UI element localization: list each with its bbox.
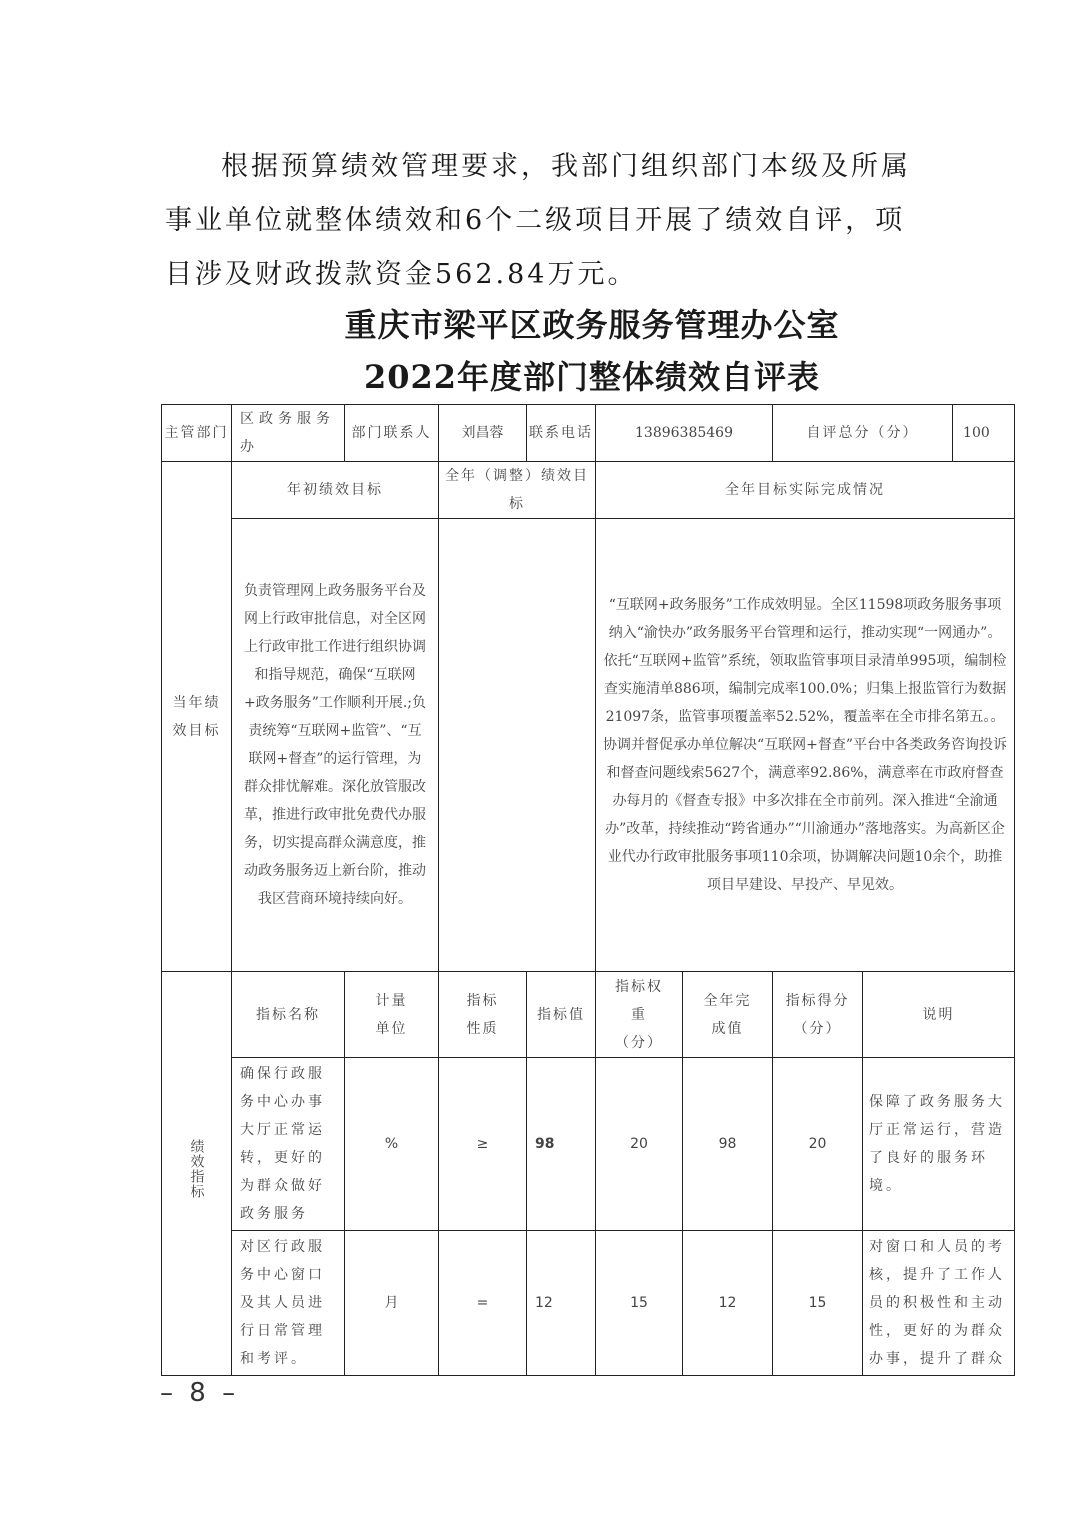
page-number: – 8 – <box>160 1378 240 1408</box>
indicator-actual: 98 <box>683 1058 773 1231</box>
indicator-unit: 月 <box>345 1231 439 1376</box>
col-note: 说明 <box>863 972 1015 1058</box>
header-row <box>162 405 1015 462</box>
indicator-name: 确保行政服务中心办事大厅正常运转，更好的为群众做好政务服务 <box>232 1058 345 1231</box>
dept-value: 区政务服务办 <box>232 405 345 462</box>
indicator-unit: % <box>345 1058 439 1231</box>
col-weight-text: 指标权重（分） <box>615 978 663 1051</box>
indicator-row <box>162 1058 1015 1231</box>
indicator-name: 对区行政服务中心窗口及其人员进行日常管理和考评。 <box>232 1231 345 1376</box>
indicator-weight: 20 <box>596 1058 683 1231</box>
col-initial-goal: 年初绩效目标 <box>232 462 439 519</box>
indicator-actual: 12 <box>683 1231 773 1376</box>
intro-text: 根据预算绩效管理要求，我部门组织部门本级及所属事业单位就整体绩效和6个二级项目开展了绩效自评，项目涉及财政拨款资金562.84万元。 <box>165 151 911 290</box>
contact-label: 部门联系人 <box>345 405 439 462</box>
col-indicator-name: 指标名称 <box>232 972 345 1058</box>
col-unit <box>345 972 439 1058</box>
col-actual-completion: 全年目标实际完成情况 <box>596 462 1015 519</box>
indicator-header-row <box>162 972 1015 1058</box>
goals-section-text: 当年绩效目标 <box>172 694 221 739</box>
phone-label: 联系电话 <box>527 405 596 462</box>
phone-value: 13896385469 <box>596 405 773 462</box>
col-actual <box>683 972 773 1058</box>
contact-value: 刘昌蓉 <box>439 405 527 462</box>
col-unit-text: 计量单位 <box>375 992 408 1037</box>
col-score-text: 指标得分（分） <box>785 992 850 1037</box>
score-label: 自评总分（分） <box>773 405 953 462</box>
col-nature-text: 指标性质 <box>466 992 499 1037</box>
goals-header-row <box>162 462 1015 519</box>
col-target: 指标值 <box>527 972 596 1058</box>
col-adjusted-goal: 全年（调整）绩效目标 <box>439 462 596 519</box>
goals-content-row <box>162 519 1015 972</box>
col-score <box>773 972 863 1058</box>
adjusted-goal-text <box>439 519 596 972</box>
indicator-weight: 15 <box>596 1231 683 1376</box>
indicators-section-text: 绩效指标 <box>188 1138 205 1199</box>
self-evaluation-table <box>161 404 1015 1376</box>
initial-goal-text: 负责管理网上政务服务平台及网上行政审批信息，对全区网上行政审批工作进行组织协调和指导规范，确保“互联网+政务服务”工作顺利开展.;负责统筹“互联网+监管”、“互联网+督查”的运行管理，为群众排忧解难。深化放管服改革，推进行政审批免费代办服务，切实提高群众满意度，推动政务服务迈上新台阶，推动我区营商环境持续向好。 <box>232 519 439 972</box>
indicator-row <box>162 1231 1015 1376</box>
indicator-score: 20 <box>773 1058 863 1231</box>
actual-completion-text: “互联网+政务服务”工作成效明显。全区11598项政务服务事项纳入“渝快办”政务服务平台管理和运行，推动实现“一网通办”。依托“互联网+监管”系统，领取监管事项目录清单995项，编制检查实施清单886项，编制完成率100.0%；归集上报监管行为数据21097条，监管事项覆盖率52.52%，覆盖率在全市排名第五。。协调并督促承办单位解决“互联网+督查”平台中各类政务咨询投诉和督查问题线索5627个，满意率92.86%，满意率在市政府督查办每月的《督查专报》中多次排在全市前列。深入推进“全渝通办”改革，持续推动“跨省通办”“川渝通办”落地落实。为高新区企业代办行政审批服务事项110余项，协调解决问题10余个，助推项目早建设、早投产、早见效。 <box>596 519 1015 972</box>
document-title-line1: 重庆市梁平区政务服务管理办公室 <box>344 306 840 344</box>
col-actual-text: 全年完成值 <box>703 992 752 1037</box>
indicator-nature: ≥ <box>439 1058 527 1231</box>
score-value: 100 <box>953 405 1015 462</box>
indicators-section-label <box>162 972 232 1376</box>
indicator-note: 对窗口和人员的考核，提升了工作人员的积极性和主动性，更好的为群众办事，提升了群众 <box>863 1231 1015 1376</box>
dept-label: 主管部门 <box>162 405 232 462</box>
indicator-note: 保障了政务服务大厅正常运行，营造了良好的服务环境。 <box>863 1058 1015 1231</box>
indicator-nature: = <box>439 1231 527 1376</box>
goals-section-label <box>162 462 232 972</box>
indicator-target: 98 <box>527 1058 596 1231</box>
col-weight <box>596 972 683 1058</box>
indicator-score: 15 <box>773 1231 863 1376</box>
col-nature <box>439 972 527 1058</box>
document-title-line2: 2022年度部门整体绩效自评表 <box>363 358 821 396</box>
indicator-target: 12 <box>527 1231 596 1376</box>
intro-paragraph <box>165 140 925 302</box>
